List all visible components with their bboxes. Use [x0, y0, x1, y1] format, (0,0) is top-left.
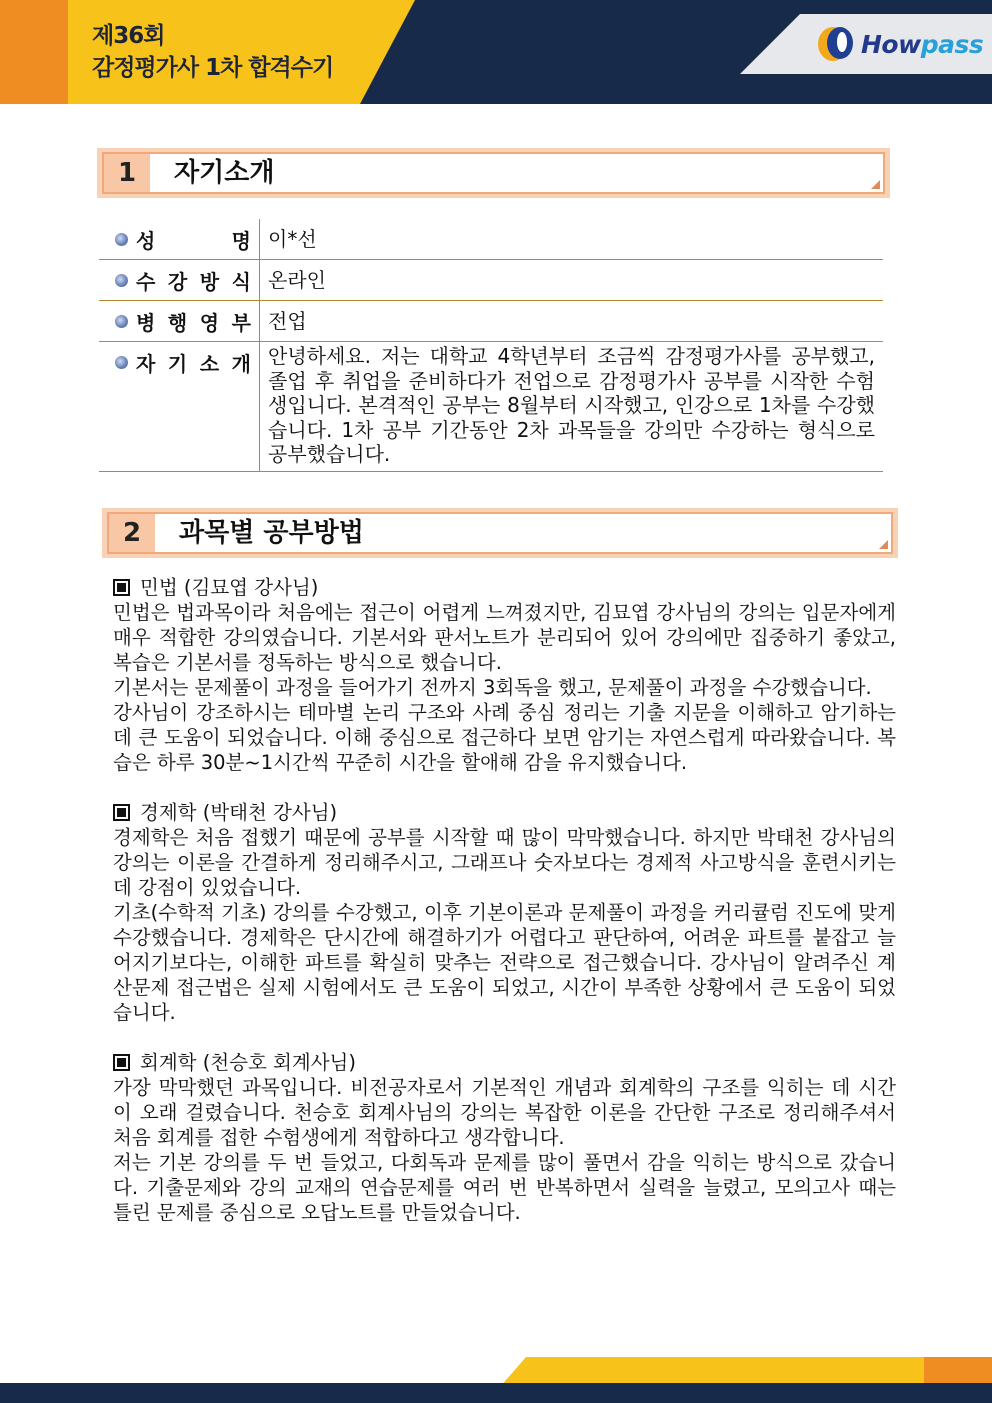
- table-row: [99, 301, 883, 342]
- row-label: 자 기 소 개: [136, 351, 251, 376]
- section-number: 2: [109, 514, 155, 552]
- subject-accounting: [113, 1050, 896, 1225]
- subject-civil-law: [113, 575, 896, 775]
- paragraph: 강사님이 강조하시는 테마별 논리 구조와 사례 중심 정리는 기출 지문을 이해하고 암기하는 데 큰 도움이 되었습니다. 이해 중심으로 접근하다 보면 암기는 자연스럽게 따라왔습니다. 복습은 하루 30분~1시간씩 꾸준히 시간을 할애해 감을 유지했습니다.: [113, 701, 896, 774]
- section-title: 과목별 공부방법: [179, 518, 364, 548]
- row-label: 병 행 영 부: [136, 310, 251, 335]
- title-line-2: 감정평가사 1차 합격수기: [92, 55, 334, 81]
- table-row: [99, 219, 883, 260]
- bullet-icon: [115, 274, 128, 287]
- row-label: 수 강 방 식: [136, 269, 251, 294]
- section-title: 자기소개: [174, 158, 275, 188]
- square-bullet-icon: [113, 579, 130, 596]
- row-label: 성 명: [136, 228, 251, 253]
- row-value-work-status: 전업: [260, 301, 884, 342]
- paragraph: 저는 기본 강의를 두 번 들었고, 다회독과 문제를 많이 풀면서 감을 익히는 방식으로 갔습니다. 기출문제와 강의 교재의 연습문제를 여러 번 반복하면서 실력을 늘렸고, 모의고사 때는 틀린 문제를 중심으로 오답노트를 만들었습니다.: [113, 1151, 896, 1224]
- row-value-name: 이*선: [260, 219, 884, 260]
- subject-economics: [113, 800, 896, 1025]
- paragraph: 기초(수학적 기초) 강의를 수강했고, 이후 기본이론과 문제풀이 과정을 커리큘럼 진도에 맞게 수강했습니다. 경제학은 단시간에 해결하기가 어렵다고 판단하여, 어려운 파트를 붙잡고 늘어지기보다는, 이해한 파트를 확실히 맞추는 전략으로 접근했습니다. 강사님이 알려주신 계산문제 접근법은 실제 시험에서도 큰 도움이 되었고, 시간이 부족한 상황에서 큰 도움이 되었습니다.: [113, 901, 896, 1024]
- table-row: [99, 342, 883, 472]
- corner-triangle-icon: [879, 540, 888, 549]
- square-bullet-icon: [113, 1054, 130, 1071]
- square-bullet-icon: [113, 804, 130, 821]
- row-value-introduction: 안녕하세요. 저는 대학교 4학년부터 조금씩 감정평가사를 공부했고, 졸업 후 취업을 준비하다가 전업으로 감정평가사 공부를 시작한 수험생입니다. 본격적인 공부는 8월부터 시작했고, 인강으로 1차를 수강했습니다. 1차 공부 기간동안 2차 과목들을 강의만 수강하는 형식으로 공부했습니다.: [260, 342, 884, 472]
- howpass-logo: [815, 24, 983, 64]
- paragraph: 기본서는 문제풀이 과정을 들어가기 전까지 3회독을 했고, 문제풀이 과정을 수강했습니다.: [113, 676, 872, 699]
- logo-wordmark: Howpass: [861, 29, 984, 59]
- section-header-study-methods: [102, 508, 898, 558]
- bullet-icon: [115, 315, 128, 328]
- corner-triangle-icon: [871, 180, 880, 189]
- document-title: [92, 20, 333, 84]
- section-number: 1: [104, 154, 150, 192]
- study-methods-body: [113, 575, 896, 1225]
- subject-heading: 민법 (김묘엽 강사님): [113, 575, 896, 600]
- paragraph: 민법은 법과목이라 처음에는 접근이 어렵게 느껴졌지만, 김묘엽 강사님의 강의는 입문자에게 매우 적합한 강의였습니다. 기본서와 판서노트가 분리되어 있어 강의에만 집중하기 좋았고, 복습은 기본서를 정독하는 방식으로 했습니다.: [113, 601, 896, 674]
- title-line-1: 제36회: [92, 23, 165, 49]
- bullet-icon: [115, 233, 128, 246]
- header-orange-stripe: [0, 0, 68, 104]
- paragraph: 경제학은 처음 접했기 때문에 공부를 시작할 때 많이 막막했습니다. 하지만 박태천 강사님의 강의는 이론을 간결하게 정리해주시고, 그래프나 숫자보다는 경제적 사고방식을 훈련시키는 데 강점이 있었습니다.: [113, 826, 896, 899]
- footer-navy-band: [0, 1383, 992, 1403]
- subject-heading: 경제학 (박태천 강사님): [113, 800, 896, 825]
- profile-table: [99, 219, 883, 472]
- table-row: [99, 260, 883, 301]
- paragraph: 가장 막막했던 과목입니다. 비전공자로서 기본적인 개념과 회계학의 구조를 익히는 데 시간이 오래 걸렸습니다. 천승호 회계사님의 강의는 복잡한 이론을 간단한 구조로 정리해주셔서 처음 회계를 접한 수험생에게 적합하다고 생각합니다.: [113, 1076, 896, 1149]
- subject-heading: 회계학 (천승호 회계사님): [113, 1050, 896, 1075]
- row-value-study-mode: 온라인: [260, 260, 884, 301]
- howpass-logo-icon: [815, 25, 857, 63]
- bullet-icon: [115, 356, 128, 369]
- section-header-intro: [97, 148, 890, 198]
